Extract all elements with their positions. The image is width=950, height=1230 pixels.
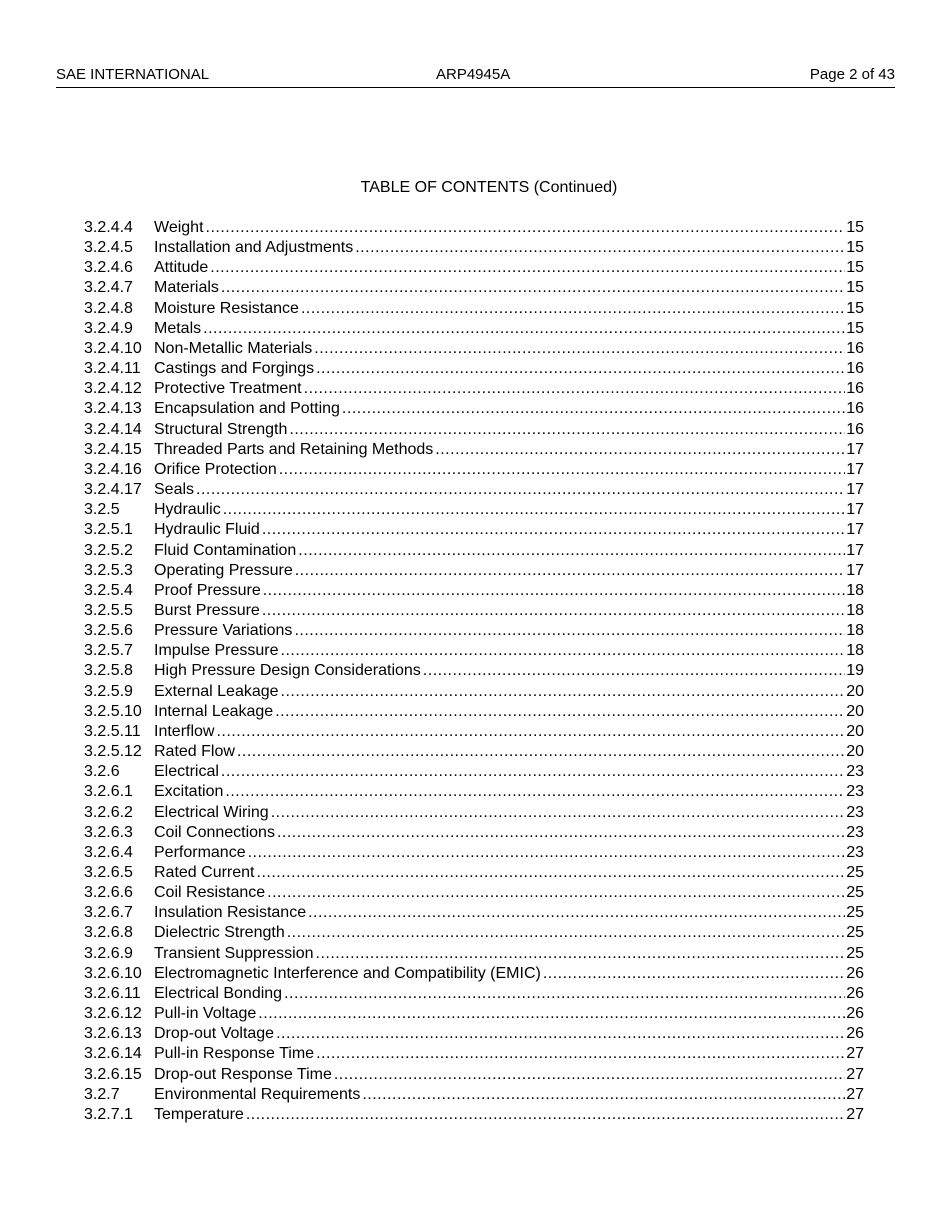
toc-entry-number: 3.2.5.11 <box>84 722 141 740</box>
toc-entry-label: Internal Leakage <box>154 702 274 720</box>
toc-dot-leader <box>295 561 845 581</box>
toc-entry-label: Protective Treatment <box>154 380 302 398</box>
toc-entry-label: Burst Pressure <box>154 601 260 619</box>
toc-entry <box>84 722 864 742</box>
toc-entry-page: 23 <box>846 843 864 861</box>
toc-entry-page: 17 <box>846 460 864 478</box>
toc-entry <box>84 621 864 641</box>
toc-dot-leader <box>316 359 845 379</box>
toc-entry-number: 3.2.6.12 <box>84 1005 142 1023</box>
toc-dot-leader <box>263 581 845 601</box>
toc-entry <box>84 1024 864 1044</box>
toc-entry-label: Performance <box>154 843 246 861</box>
toc-entry-number: 3.2.6.8 <box>84 924 133 942</box>
toc-entry-page: 16 <box>846 380 864 398</box>
toc-entry-page: 26 <box>846 964 864 982</box>
toc-entry-page: 17 <box>846 521 864 539</box>
toc-entry-label: Encapsulation and Potting <box>154 400 340 418</box>
toc-entry-label: Castings and Forgings <box>154 360 315 378</box>
toc-entry-page: 15 <box>846 279 864 297</box>
toc-entry-label: Materials <box>154 279 219 297</box>
toc-entry-page: 17 <box>846 541 864 559</box>
toc-entry-number: 3.2.5.12 <box>84 743 142 761</box>
toc-entry <box>84 601 864 621</box>
toc-dot-leader <box>262 601 845 621</box>
toc-entry-number: 3.2.4.11 <box>84 360 141 378</box>
toc-entry <box>84 641 864 661</box>
toc-entry-number: 3.2.7.1 <box>84 1105 133 1123</box>
toc-entry-page: 27 <box>846 1105 864 1123</box>
header-page-number: Page 2 of 43 <box>809 66 895 83</box>
toc-dot-leader <box>308 903 845 923</box>
toc-dot-leader <box>271 803 846 823</box>
toc-entry-number: 3.2.6.10 <box>84 964 142 982</box>
toc-entry-number: 3.2.6 <box>84 763 120 781</box>
toc-dot-leader <box>257 863 846 883</box>
toc-dot-leader <box>423 661 845 681</box>
toc-entry <box>84 742 864 762</box>
toc-entry-number: 3.2.4.14 <box>84 420 142 438</box>
toc-entry-label: Rated Flow <box>154 743 235 761</box>
toc-entry-label: Non-Metallic Materials <box>154 339 313 357</box>
toc-entry <box>84 480 864 500</box>
toc-entry <box>84 460 864 480</box>
toc-entry-number: 3.2.5.10 <box>84 702 142 720</box>
toc-entry <box>84 903 864 923</box>
toc-entry-label: Electrical <box>154 763 219 781</box>
toc-entry-number: 3.2.6.15 <box>84 1065 142 1083</box>
toc-entry-page: 25 <box>846 944 864 962</box>
toc-entry-label: Installation and Adjustments <box>154 239 354 257</box>
toc-entry-label: Seals <box>154 481 195 499</box>
toc-dot-leader <box>196 480 845 500</box>
toc-entry-number: 3.2.7 <box>84 1085 120 1103</box>
toc-entry-page: 27 <box>846 1085 864 1103</box>
toc-entry <box>84 863 864 883</box>
toc-entry-number: 3.2.5.9 <box>84 682 133 700</box>
toc-entry <box>84 1105 864 1125</box>
toc-entry-label: Threaded Parts and Retaining Methods <box>154 440 434 458</box>
toc-entry-number: 3.2.6.7 <box>84 904 133 922</box>
toc-entry-number: 3.2.5.5 <box>84 601 133 619</box>
toc-entry <box>84 682 864 702</box>
toc-entry <box>84 258 864 278</box>
toc-entry-label: Weight <box>154 219 204 236</box>
toc-entry-number: 3.2.4.10 <box>84 339 142 357</box>
toc-entry-page: 19 <box>846 662 864 680</box>
toc-entry-label: Drop-out Response Time <box>154 1065 332 1083</box>
toc-entry-page: 18 <box>846 601 864 619</box>
toc-entry <box>84 500 864 520</box>
toc-dot-leader <box>248 843 846 863</box>
toc-dot-leader <box>435 440 845 460</box>
toc-dot-leader <box>287 923 845 943</box>
toc-entry-page: 17 <box>846 481 864 499</box>
toc-entry-number: 3.2.5.4 <box>84 581 133 599</box>
toc-entry <box>84 1085 864 1105</box>
toc-entry-number: 3.2.4.13 <box>84 400 142 418</box>
toc-entry-number: 3.2.6.11 <box>84 984 141 1002</box>
toc-entry-page: 18 <box>846 581 864 599</box>
toc-entry-label: Attitude <box>154 259 209 277</box>
toc-entry-label: Operating Pressure <box>154 561 293 579</box>
toc-dot-leader <box>267 883 845 903</box>
toc-entry-number: 3.2.5.6 <box>84 622 133 640</box>
toc-entry <box>84 702 864 722</box>
toc-entry-label: External Leakage <box>154 682 279 700</box>
toc-entry-label: Pull-in Voltage <box>154 1005 257 1023</box>
toc-entry-page: 26 <box>846 1025 864 1043</box>
toc-entry-page: 26 <box>846 1005 864 1023</box>
toc-entry-page: 20 <box>846 743 864 761</box>
toc-entry <box>84 339 864 359</box>
toc-entry-page: 23 <box>846 783 864 801</box>
toc-entry-page: 25 <box>846 904 864 922</box>
page-header <box>56 66 895 88</box>
toc-entry-number: 3.2.4.8 <box>84 299 133 317</box>
toc-dot-leader <box>277 823 845 843</box>
toc-entry <box>84 1065 864 1085</box>
toc-entry-page: 23 <box>846 803 864 821</box>
toc-entry <box>84 561 864 581</box>
toc-entry <box>84 944 864 964</box>
toc-entry-label: Proof Pressure <box>154 581 261 599</box>
toc-entry-label: Drop-out Voltage <box>154 1025 275 1043</box>
toc-entry-label: Orifice Protection <box>154 460 277 478</box>
toc-entry <box>84 843 864 863</box>
header-document-number: ARP4945A <box>436 66 511 83</box>
toc-dot-leader <box>210 258 845 278</box>
header-organization: SAE INTERNATIONAL <box>56 66 210 83</box>
toc-entry <box>84 1004 864 1024</box>
toc-entry-number: 3.2.4.7 <box>84 279 133 297</box>
toc-entry <box>84 803 864 823</box>
toc-entry <box>84 420 864 440</box>
toc-dot-leader <box>225 782 845 802</box>
toc-entry <box>84 661 864 681</box>
toc-dot-leader <box>284 984 845 1004</box>
toc-entry-page: 23 <box>846 823 864 841</box>
toc-entry-page: 15 <box>846 219 864 236</box>
toc-entry <box>84 359 864 379</box>
toc-dot-leader <box>237 742 845 762</box>
toc-dot-leader <box>216 722 845 742</box>
toc-dot-leader <box>314 339 845 359</box>
toc-entry-page: 27 <box>846 1065 864 1083</box>
toc-entry-page: 16 <box>846 420 864 438</box>
toc-entry-number: 3.2.4.16 <box>84 460 142 478</box>
toc-entry-number: 3.2.6.2 <box>84 803 133 821</box>
toc-entry-page: 15 <box>846 299 864 317</box>
toc-dot-leader <box>275 702 845 722</box>
toc-dot-leader <box>258 1004 845 1024</box>
toc-entry-number: 3.2.6.6 <box>84 884 133 902</box>
toc-entry-label: Dielectric Strength <box>154 924 285 942</box>
toc-dot-leader <box>355 238 845 258</box>
toc-entry-number: 3.2.4.12 <box>84 380 142 398</box>
toc-entry-label: Coil Connections <box>154 823 275 841</box>
toc-dot-leader <box>203 319 845 339</box>
toc-entry <box>84 278 864 298</box>
toc-entry-page: 26 <box>846 984 864 1002</box>
toc-entry-label: Pull-in Response Time <box>154 1045 315 1063</box>
toc-entry-page: 15 <box>846 319 864 337</box>
toc-entry-page: 15 <box>846 239 864 257</box>
toc-entry-label: Hydraulic Fluid <box>154 521 260 539</box>
toc-entry-page: 20 <box>846 682 864 700</box>
toc-entry <box>84 541 864 561</box>
toc-entry-label: Fluid Contamination <box>154 541 297 559</box>
toc-entry-label: High Pressure Design Considerations <box>154 662 421 680</box>
toc-entry-label: Rated Current <box>154 864 255 881</box>
toc-entry-page: 16 <box>846 339 864 357</box>
toc-entry-label: Electromagnetic Interference and Compatibility (EMIC) <box>154 964 541 982</box>
toc-entry <box>84 883 864 903</box>
toc-entry-label: Electrical Wiring <box>154 803 269 821</box>
toc-entry-page: 17 <box>846 561 864 579</box>
toc-dot-leader <box>342 399 845 419</box>
toc-dot-leader <box>294 621 845 641</box>
toc-entry-number: 3.2.4.15 <box>84 440 142 458</box>
toc-entry-number: 3.2.5 <box>84 501 120 519</box>
toc-entry-page: 20 <box>846 722 864 740</box>
toc-entry-number: 3.2.5.8 <box>84 662 133 680</box>
toc-entry-page: 23 <box>846 763 864 781</box>
toc-entry-number: 3.2.5.1 <box>84 521 133 539</box>
toc-dot-leader <box>279 460 845 480</box>
toc-entry-page: 25 <box>846 864 864 881</box>
toc-entry-label: Interflow <box>154 722 215 740</box>
toc-entry <box>84 923 864 943</box>
toc-entry <box>84 984 864 1004</box>
toc-entry-number: 3.2.4.9 <box>84 319 133 337</box>
toc-dot-leader <box>298 541 845 561</box>
toc-entry <box>84 520 864 540</box>
toc-entry <box>84 581 864 601</box>
toc-entry <box>84 238 864 258</box>
toc-title: TABLE OF CONTENTS (Continued) <box>360 179 618 196</box>
toc-entry-page: 25 <box>846 884 864 902</box>
toc-entry <box>84 823 864 843</box>
toc-entry-page: 20 <box>846 702 864 720</box>
toc-entry-label: Temperature <box>154 1105 244 1123</box>
toc-dot-leader <box>304 379 846 399</box>
toc-entry-label: Coil Resistance <box>154 884 266 902</box>
toc-entry <box>84 218 864 238</box>
toc-entry <box>84 440 864 460</box>
toc-entry-number: 3.2.6.14 <box>84 1045 142 1063</box>
toc-entry-page: 15 <box>846 259 864 277</box>
toc-entry-page: 18 <box>846 642 864 660</box>
toc-entry-number: 3.2.4.17 <box>84 481 142 499</box>
toc-entry <box>84 782 864 802</box>
toc-dot-leader <box>281 682 846 702</box>
toc-entry-label: Metals <box>154 319 202 337</box>
toc-dot-leader <box>221 762 845 782</box>
toc-entry <box>84 762 864 782</box>
toc-dot-leader <box>316 1044 845 1064</box>
toc-dot-leader <box>334 1065 845 1085</box>
toc-dot-leader <box>262 520 845 540</box>
toc-entry-page: 17 <box>846 501 864 519</box>
toc-entry-number: 3.2.4.4 <box>84 219 133 236</box>
toc-entry-number: 3.2.5.3 <box>84 561 133 579</box>
toc-dot-leader <box>221 278 845 298</box>
toc-entry <box>84 299 864 319</box>
toc-entry-label: Excitation <box>154 783 224 801</box>
toc-entry-label: Moisture Resistance <box>154 299 299 317</box>
toc-entry <box>84 964 864 984</box>
toc-entry-page: 18 <box>846 622 864 640</box>
toc-entry-number: 3.2.6.1 <box>84 783 133 801</box>
toc-entry-label: Environmental Requirements <box>154 1085 361 1103</box>
toc-entry-page: 16 <box>846 400 864 418</box>
toc-dot-leader <box>246 1105 845 1125</box>
toc-dot-leader <box>316 944 846 964</box>
toc-entry-page: 25 <box>846 924 864 942</box>
toc-entry <box>84 1044 864 1064</box>
toc-entry-number: 3.2.6.13 <box>84 1025 142 1043</box>
toc-entry <box>84 319 864 339</box>
toc-dot-leader <box>223 500 846 520</box>
toc-entry-page: 27 <box>846 1045 864 1063</box>
toc-entry-label: Hydraulic <box>154 501 221 519</box>
toc-entry-label: Electrical Bonding <box>154 984 283 1002</box>
toc-entry-number: 3.2.4.6 <box>84 259 133 277</box>
toc-entry-label: Structural Strength <box>154 420 288 438</box>
toc-dot-leader <box>543 964 845 984</box>
toc-dot-leader <box>276 1024 845 1044</box>
toc-dot-leader <box>301 299 845 319</box>
toc-entry-label: Pressure Variations <box>154 622 293 640</box>
toc-entry-number: 3.2.6.4 <box>84 843 133 861</box>
toc-entry-page: 16 <box>846 360 864 378</box>
toc-entry-label: Impulse Pressure <box>154 642 279 660</box>
toc-dot-leader <box>289 420 845 440</box>
toc-dot-leader <box>281 641 846 661</box>
toc-entry-number: 3.2.6.5 <box>84 864 133 881</box>
toc-dot-leader <box>206 218 846 238</box>
toc-entry-label: Transient Suppression <box>154 944 314 962</box>
toc-list <box>84 218 864 1125</box>
toc-entry-page: 17 <box>846 440 864 458</box>
toc-entry-number: 3.2.5.7 <box>84 642 133 660</box>
toc-entry-number: 3.2.5.2 <box>84 541 133 559</box>
toc-entry-label: Insulation Resistance <box>154 904 307 922</box>
toc-entry <box>84 379 864 399</box>
toc-dot-leader <box>362 1085 845 1105</box>
toc-entry-number: 3.2.6.9 <box>84 944 133 962</box>
toc-entry-number: 3.2.4.5 <box>84 239 133 257</box>
toc-entry <box>84 399 864 419</box>
toc-entry-number: 3.2.6.3 <box>84 823 133 841</box>
